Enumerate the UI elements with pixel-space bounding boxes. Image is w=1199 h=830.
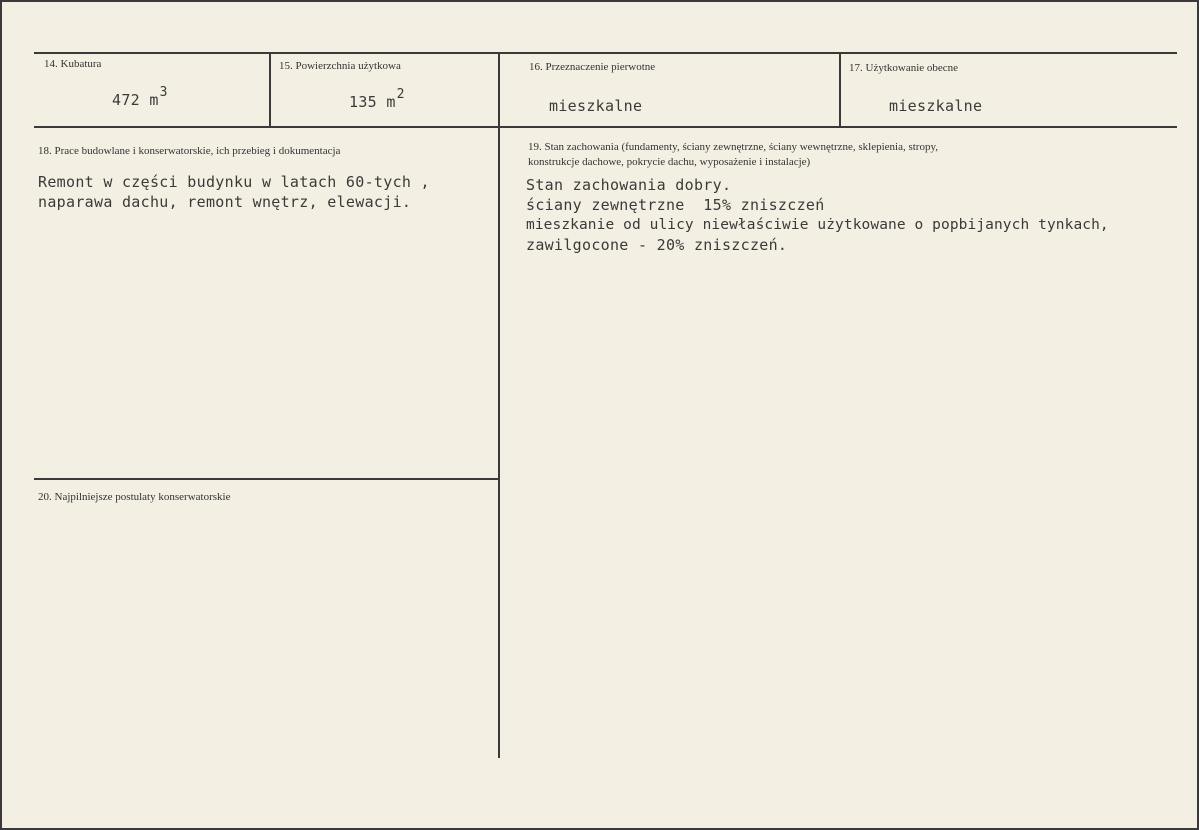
field-19-line-3: mieszkanie od ulicy niewłaściwie użytkowane o popbijanych tynkach, [526,217,1109,233]
section-18-20-rule [34,478,498,480]
divider-main [498,52,500,758]
field-19-label-line-1: 19. Stan zachowania (fundamenty, ściany zewnętrzne, ściany wewnętrzne, sklepienia, stropy, [528,141,939,153]
divider-14-15 [269,52,271,126]
divider-16-17 [839,52,841,126]
field-20-label: 20. Najpilniejsze postulaty konserwatorskie [38,491,231,503]
field-19-line-2: ściany zewnętrzne 15% zniszczeń [526,196,825,214]
field-18-label: 18. Prace budowlane i konserwatorskie, ich przebieg i dokumentacja [38,145,341,157]
field-14-label: 14. Kubatura [44,58,102,70]
field-19-line-4: zawilgocone - 20% zniszczeń. [526,236,788,254]
field-15-value: 135 m2 [349,87,405,111]
field-14-exponent: 3 [159,85,168,100]
field-14-value: 472 m3 [112,85,168,109]
field-17-label: 17. Użytkowanie obecne [849,62,959,74]
row1-bottom-rule [34,126,1177,128]
field-16-value: mieszkalne [549,97,643,115]
top-rule [34,52,1177,54]
field-16-label: 16. Przeznaczenie pierwotne [529,61,656,73]
field-15-exponent: 2 [396,87,405,102]
field-17-value: mieszkalne [889,97,983,115]
field-19-line-1: Stan zachowania dobry. [526,176,732,194]
field-19-label-line-2: konstrukcje dachowe, pokrycie dachu, wyposażenie i instalacje) [528,156,811,168]
field-15-label: 15. Powierzchnia użytkowa [279,60,401,72]
field-18-line-1: Remont w części budynku w latach 60-tych , [38,173,430,191]
field-18-line-2: naparawa dachu, remont wnętrz, elewacji. [38,193,412,211]
